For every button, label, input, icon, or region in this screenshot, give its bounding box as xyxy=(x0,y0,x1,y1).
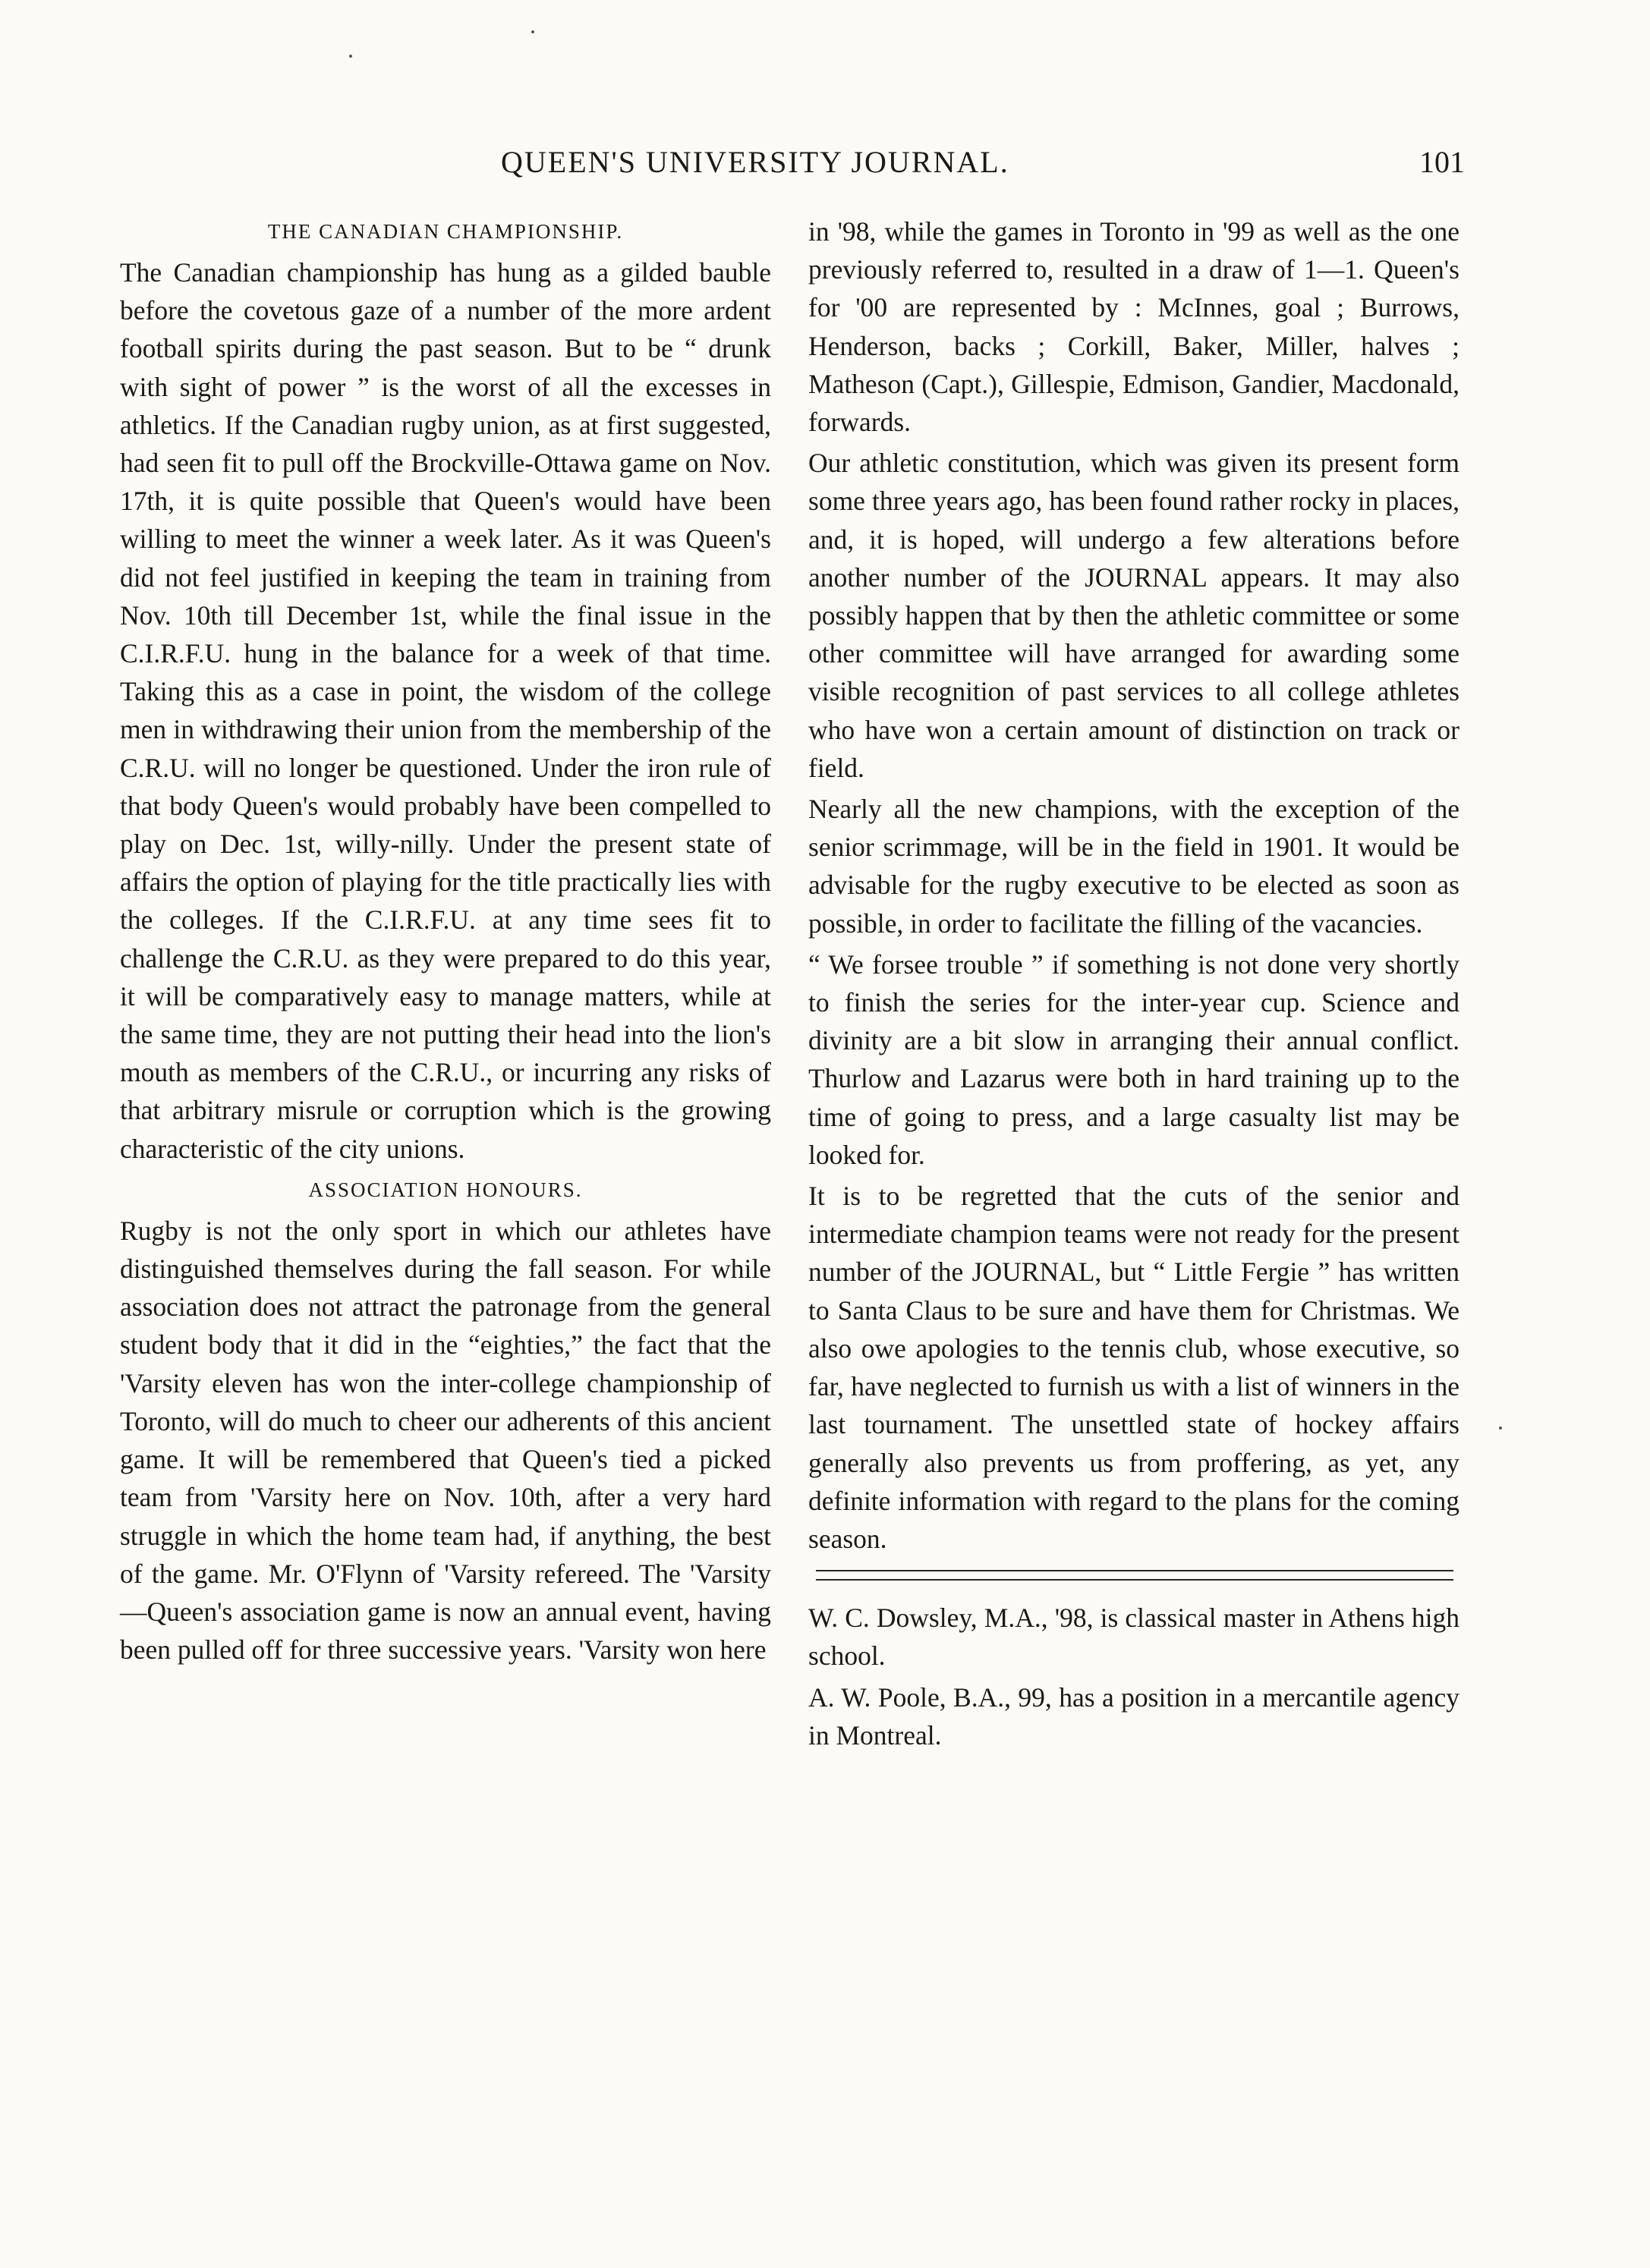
page-header xyxy=(114,144,1465,190)
paragraph-continued-association: in '98, while the games in Toronto in '99 as well as the one previously referred to, resulted in a draw of 1—1. Queen's for '00 are represented by : McInnes, goal ; Burrows, Henderson, backs ; Corkill, Baker, Miller, halves ; Matheson (Capt.), Gillespie, Edmison, Gandier, Macdonald, forwards. xyxy=(808,216,1459,438)
paragraph-new-champions: Nearly all the new champions, with the exception of the senior scrimmage, will be in the field in 1901. It would be advisable for the rugby executive to be elected as soon as possible, in order to facilitate the filling of the vacancies. xyxy=(808,794,1459,939)
note-dowsley: W. C. Dowsley, M.A., '98, is classical master in Athens high school. xyxy=(808,1603,1459,1672)
paper-speck xyxy=(1499,1427,1502,1430)
right-column xyxy=(808,212,1459,1754)
note-poole: A. W. Poole, B.A., 99, has a position in a mercantile agency in Montreal. xyxy=(808,1681,1459,1751)
paper-speck xyxy=(531,30,534,33)
section-heading-canadian-championship: THE CANADIAN CHAMPIONSHIP. xyxy=(267,220,624,243)
paragraph-association-honours: Rugby is not the only sport in which our athletes have distinguished themselves during the fall season. For while association does not attract the patronage from the general student body that it did in the “eighties,” the fact that the 'Varsity eleven has won the inter-college championship of Toronto, will do much to cheer our adherents of this ancient game. It will be remembered that Queen's tied a picked team from 'Varsity here on Nov. 10th, after a very hard struggle in which the home team had, if anything, the best of the game. Mr. O'Flynn of 'Varsity refereed. The 'Varsity—Queen's association game is now an annual event, having been pulled off for three successive years. 'Varsity won here xyxy=(120,1215,771,1666)
section-heading-association-honours: ASSOCIATION HONOURS. xyxy=(308,1178,583,1201)
personal-notes xyxy=(808,1599,1459,1754)
page-number: 101 xyxy=(1419,145,1465,179)
paragraph-canadian-championship: The Canadian championship has hung as a gilded bauble before the covetous gaze of a number of the more ardent football spirits during the past season. But to be “ drunk with sight of power ” is the worst of all the excesses in athletics. If the Canadian rugby union, as at first suggested, had seen fit to pull off the Brockville-Ottawa game on Nov. 17th, it is quite possible that Queen's would have been willing to meet the winner a week later. As it was Queen's did not feel justified in keeping the team in training from Nov. 10th till December 1st, while the final issue in the C.I.R.F.U. hung in the balance for a week of that time. Taking this as a case in point, the wisdom of the college men in withdrawing their union from the membership of the C.R.U. will no longer be questioned. Under the iron rule of that body Queen's would probably have been compelled to play on Dec. 1st, willy-nilly. Under the present state of affairs the option of playing for the title practically lies with the colleges. If the C.I.R.F.U. at any time sees fit to challenge the C.R.U. as they were prepared to do this year, it will be comparatively easy to manage matters, while at the same time, they are not putting their head into the lion's mouth as members of the C.R.U., or incurring any risks of that arbitrary misrule or corruption which is the growing characteristic of the city unions. xyxy=(120,257,771,1164)
paragraph-inter-year-cup: “ We forsee trouble ” if something is not done very shortly to finish the series for the inter-year cup. Science and divinity are a bit slow in arranging their annual conflict. Thurlow and Lazarus were both in hard training up to the time of going to press, and a large casualty list may be looked for. xyxy=(808,948,1459,1170)
journal-title: QUEEN'S UNIVERSITY JOURNAL. xyxy=(501,145,1009,179)
double-rule-divider xyxy=(816,1570,1453,1581)
paragraph-team-cuts: It is to be regretted that the cuts of the senior and intermediate champion teams were not ready for the present number of the JOURNAL, but “ Little Fergie ” has written to Santa Claus to be sure and have them for Christmas. We also owe apologies to the tennis club, whose executive, so far, have neglected to furnish us with a list of winners in the last tournament. The unsettled state of hockey affairs generally also prevents us from proffering, as yet, any definite information with regard to the plans for the coming season. xyxy=(808,1181,1459,1554)
paper-speck xyxy=(349,55,352,58)
paragraph-athletic-constitution: Our athletic constitution, which was given its present form some three years ago, has been found rather rocky in places, and, it is hoped, will undergo a few alterations before another number of the JOURNAL appears. It may also possibly happen that by then the athletic committee or some other committee will have arranged for awarding some visible recognition of past services to all college athletes who have won a certain amount of distinction on track or field. xyxy=(808,448,1459,783)
left-column xyxy=(120,212,771,1669)
